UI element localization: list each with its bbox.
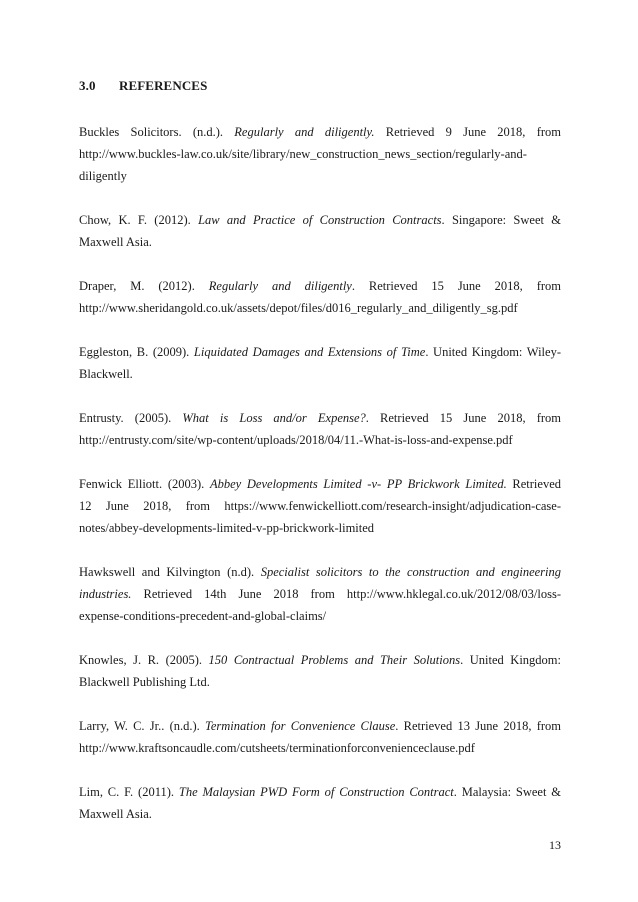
reference-text: . Retrieved 15 June 2018, from <box>351 279 561 293</box>
reference-line <box>79 495 561 517</box>
reference-entry <box>79 781 561 825</box>
reference-text: Retrieved 9 June 2018, from <box>374 125 561 139</box>
reference-text: Lim, C. F. (2011). <box>79 785 179 799</box>
reference-entry <box>79 561 561 627</box>
reference-text: Retrieved 14th June 2018 from http://www.hklegal.co.uk/2012/08/03/loss- <box>131 587 561 601</box>
reference-entry <box>79 121 561 187</box>
reference-text: expense-conditions-precedent-and-global-claims/ <box>79 609 327 623</box>
reference-line <box>79 605 561 627</box>
reference-text: 12 June 2018, from https://www.fenwickelliott.com/research-insight/adjudication-case- <box>79 499 561 513</box>
reference-line <box>79 781 561 803</box>
reference-title: Abbey Developments Limited -v- PP Brickwork Limited. <box>209 477 507 491</box>
reference-line <box>79 275 561 297</box>
reference-title: Regularly and diligently. <box>234 125 375 139</box>
reference-entry <box>79 341 561 385</box>
reference-title: Law and Practice of Construction Contracts <box>198 213 442 227</box>
section-title: REFERENCES <box>119 78 208 93</box>
reference-line <box>79 341 561 363</box>
reference-entry <box>79 715 561 759</box>
reference-line <box>79 143 561 165</box>
reference-text: Retrieved <box>506 477 561 491</box>
reference-text: Entrusty. (2005). <box>79 411 183 425</box>
section-heading <box>79 78 207 94</box>
reference-text: diligently <box>79 169 127 183</box>
reference-entry <box>79 473 561 539</box>
reference-text: http://www.buckles-law.co.uk/site/library/new_construction_news_section/regularly-and- <box>79 147 527 161</box>
reference-title: industries. <box>79 587 132 601</box>
reference-line <box>79 297 561 319</box>
reference-entry <box>79 275 561 319</box>
reference-title: Regularly and diligently <box>208 279 352 293</box>
reference-line <box>79 407 561 429</box>
reference-line <box>79 803 561 825</box>
reference-line <box>79 517 561 539</box>
reference-line <box>79 209 561 231</box>
reference-text: . Retrieved 15 June 2018, from <box>365 411 561 425</box>
reference-text: . United Kingdom: <box>460 653 562 667</box>
reference-text: notes/abbey-developments-limited-v-pp-brickwork-limited <box>79 521 375 535</box>
reference-text: http://entrusty.com/site/wp-content/uploads/2018/04/11.-What-is-loss-and-expense.pdf <box>79 433 513 447</box>
reference-line <box>79 363 561 385</box>
reference-line <box>79 649 561 671</box>
reference-text: Eggleston, B. (2009). <box>79 345 194 359</box>
reference-line <box>79 231 561 253</box>
reference-line <box>79 561 561 583</box>
reference-line <box>79 473 561 495</box>
reference-text: Maxwell Asia. <box>79 235 152 249</box>
reference-entry <box>79 649 561 693</box>
reference-text: Blackwell Publishing Ltd. <box>79 675 210 689</box>
reference-title: The Malaysian PWD Form of Construction Contract <box>178 785 454 799</box>
reference-title: Liquidated Damages and Extensions of Time <box>193 345 426 359</box>
reference-text: Maxwell Asia. <box>79 807 152 821</box>
reference-line <box>79 429 561 451</box>
reference-text: . Retrieved 13 June 2018, from <box>395 719 561 733</box>
reference-line <box>79 715 561 737</box>
reference-entry <box>79 407 561 451</box>
reference-text: Draper, M. (2012). <box>79 279 209 293</box>
reference-line <box>79 121 561 143</box>
reference-text: Fenwick Elliott. (2003). <box>79 477 210 491</box>
reference-text: http://www.sheridangold.co.uk/assets/depot/files/d016_regularly_and_diligently_sg.pdf <box>79 301 518 315</box>
reference-line <box>79 671 561 693</box>
reference-text: Chow, K. F. (2012). <box>79 213 199 227</box>
reference-title: What is Loss and/or Expense? <box>182 411 366 425</box>
reference-text: Buckles Solicitors. (n.d.). <box>79 125 235 139</box>
reference-text: Hawkswell and Kilvington (n.d). <box>79 565 261 579</box>
reference-title: Specialist solicitors to the construction and engineering <box>260 565 561 579</box>
reference-text: Larry, W. C. Jr.. (n.d.). <box>79 719 206 733</box>
reference-entry <box>79 209 561 253</box>
reference-line <box>79 583 561 605</box>
reference-title: Termination for Convenience Clause <box>205 719 396 733</box>
reference-text: . Malaysia: Sweet & <box>453 785 562 799</box>
reference-text: Blackwell. <box>79 367 133 381</box>
reference-text: Knowles, J. R. (2005). <box>79 653 209 667</box>
reference-line <box>79 737 561 759</box>
reference-text: http://www.kraftsoncaudle.com/cutsheets/terminationforconvenienceclause.pdf <box>79 741 475 755</box>
section-number: 3.0 <box>79 78 96 93</box>
reference-text: . United Kingdom: Wiley- <box>425 345 561 359</box>
reference-text: . Singapore: Sweet & <box>441 213 562 227</box>
reference-line <box>79 165 561 187</box>
reference-title: 150 Contractual Problems and Their Solutions <box>208 653 461 667</box>
page-number: 13 <box>549 838 561 852</box>
